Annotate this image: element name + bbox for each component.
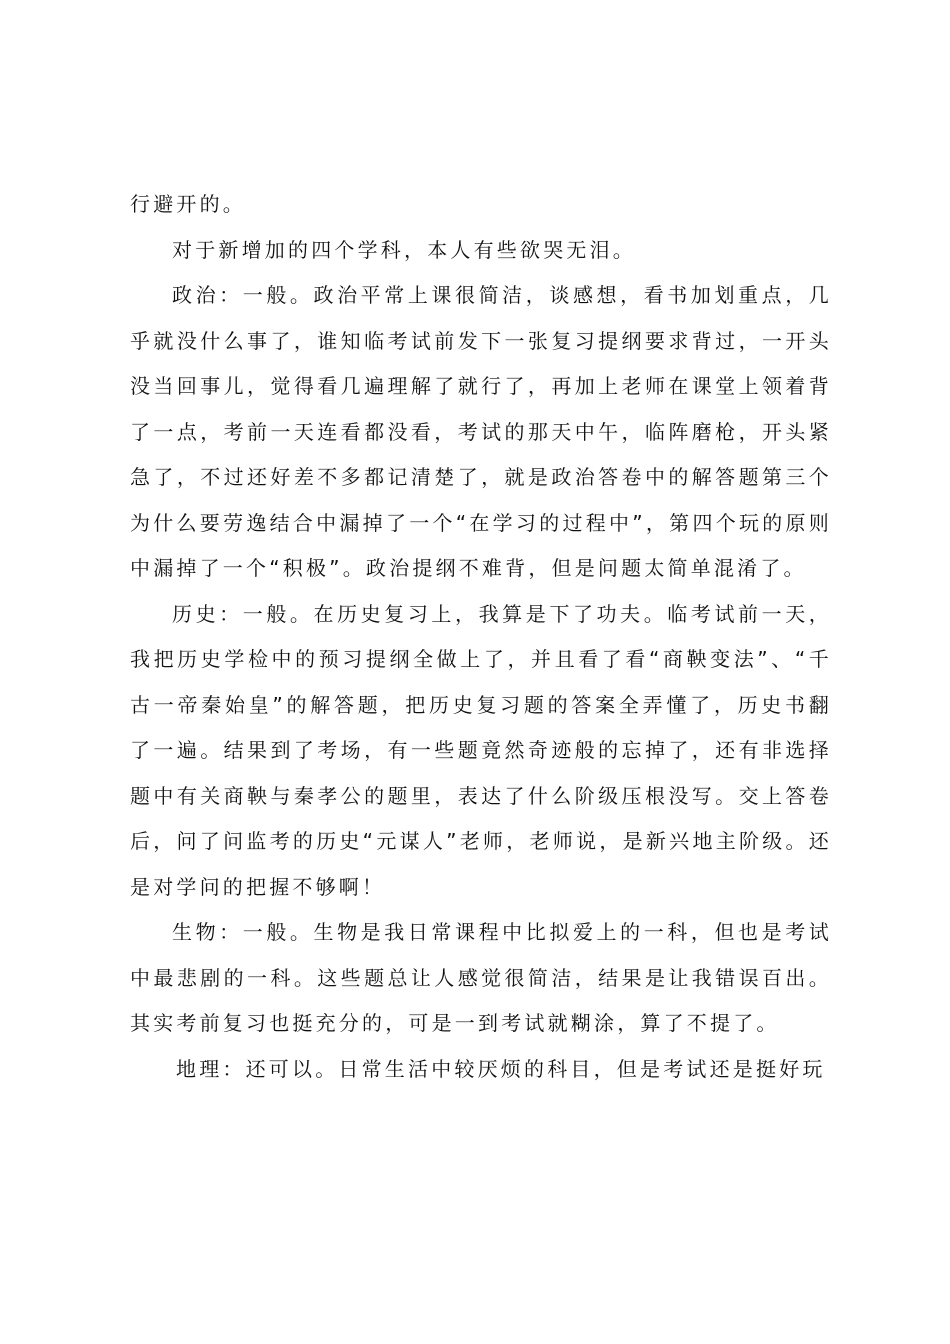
paragraph-history: 历史：一般。在历史复习上，我算是下了功夫。临考试前一天，我把历史学检中的预习提纲全做上了，并且看了看“商鞅变法”、“千古一帝秦始皇”的解答题，把历史复习题的答案全弄懂了，历史书翻了一遍。结果到了考场，有一些题竟然奇迹般的忘掉了，还有非选择题中有关商鞅与秦孝公的题里，表达了什么阶级压根没写。交上答卷后，问了问监考的历史“元谋人”老师，老师说，是新兴地主阶级。还是对学问的把握不够啊！ [130,601,832,899]
paragraph-new-subjects: 对于新增加的四个学科，本人有些欲哭无泪。 [172,237,636,262]
paragraph-politics: 政治：一般。政治平常上课很简洁，谈感想，看书加划重点，几乎就没什么事了，谁知临考试前发下一张复习提纲要求背过，一开头没当回事儿，觉得看几遍理解了就行了，再加上老师在课堂上领着背了一点，考前一天连看都没看，考试的那天中午，临阵磨枪，开头紧急了，不过还好差不多都记清楚了，就是政治答卷中的解答题第三个为什么要劳逸结合中漏掉了一个“在学习的过程中”，第四个玩的原则中漏掉了一个“积极”。政治提纲不难背，但是问题太简单混淆了。 [130,283,832,580]
document-body [130,182,832,1092]
paragraph-geography: 地理：还可以。日常生活中较厌烦的科目，但是考试还是挺好玩 [176,1056,826,1081]
paragraph-continuation: 行避开的。 [130,192,246,216]
paragraph-biology: 生物：一般。生物是我日常课程中比拟爱上的一科，但也是考试中最悲剧的一科。这些题总让人感觉很简洁，结果是让我错误百出。其实考前复习也挺充分的，可是一到考试就糊涂，算了不提了。 [130,920,832,1035]
